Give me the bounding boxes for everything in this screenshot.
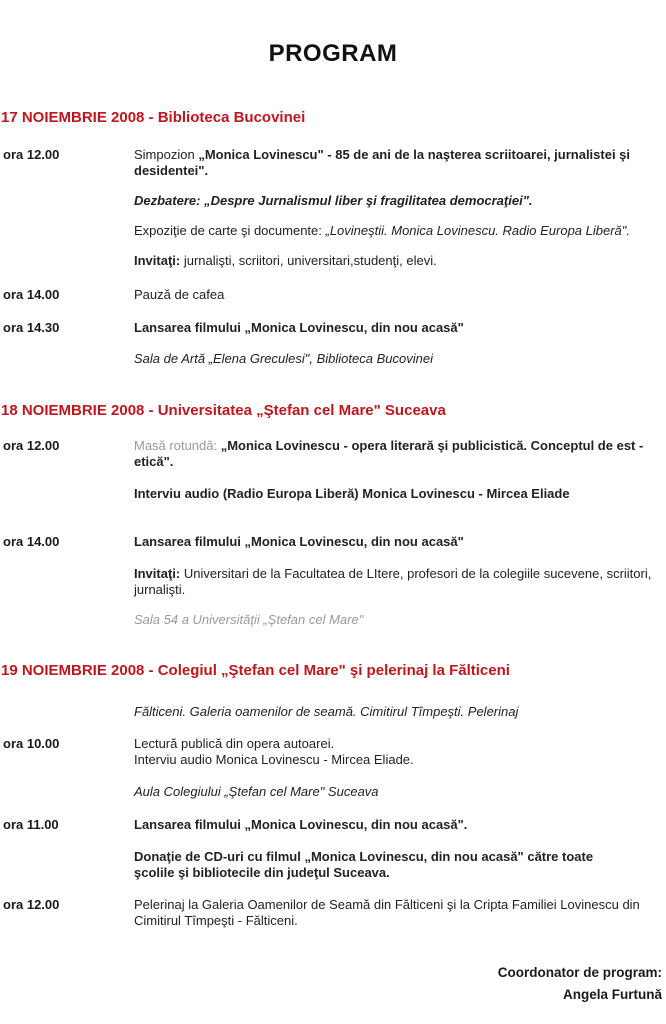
day1-time-1200: ora 12.00 (3, 147, 60, 162)
expozitie-title: „Lovineştii. Monica Lovinescu. Radio Europa Liberă". (325, 223, 631, 238)
day3-time-1100: ora 11.00 (3, 817, 59, 832)
day1-heading: 17 NOIEMBRIE 2008 - Biblioteca Bucovinei (1, 109, 306, 126)
coordinator-name: Angela Furtună (562, 987, 662, 1002)
invitati-text: Universitari de la Facultatea de LItere, profesori de la colegiile sucevene, scriitori, jurnalişti. (134, 566, 652, 597)
day3-time-1200: ora 12.00 (3, 897, 60, 912)
day2-film: Lansarea filmului „Monica Lovinescu, din nou acasă" (134, 534, 464, 549)
simpozion-label: Simpozion (134, 147, 199, 162)
invitati-label: Invitaţi: (134, 566, 181, 581)
day3-interviu: Interviu audio Monica Lovinescu - Mircea Eliade. (134, 752, 414, 767)
day3-film: Lansarea filmului „Monica Lovinescu, din nou acasă". (134, 817, 468, 832)
day3-lectura: Lectură publică din opera autoarei. (134, 736, 335, 751)
simpozion-title: „Monica Lovinescu" - 85 de ani de la naşterea scriitoarei, jurnalistei şi desidentei". (134, 147, 631, 178)
day1-dezbatere: Dezbatere: „Despre Jurnalismul liber şi fragilitatea democraţiei". (134, 193, 533, 208)
day1-invitati (134, 253, 664, 269)
expozitie-label: Expoziţie de carte şi documente: (134, 223, 326, 238)
masa-label: Masă rotundă: (134, 438, 221, 453)
day1-sala: Sala de Artă „Elena Greculesi", Biblioteca Bucovinei (134, 351, 433, 366)
page-title: PROGRAM (268, 40, 398, 67)
masa-title: „Monica Lovinescu - opera literară şi publicistică. Conceptul de est - etică". (134, 438, 644, 469)
day1-pauza: Pauză de cafea (134, 287, 225, 302)
invitati-label: Invitaţi: (134, 253, 181, 268)
invitati-text: jurnalişti, scriitori, universitari,studenţi, elevi. (180, 253, 437, 268)
day2-time-1200: ora 12.00 (3, 438, 60, 453)
day3-aula: Aula Colegiului „Ştefan cel Mare" Suceava (134, 784, 379, 799)
day2-masa-rotunda (134, 438, 664, 470)
day3-heading: 19 NOIEMBRIE 2008 - Colegiul „Ştefan cel Mare" şi pelerinaj la Fălticeni (1, 662, 510, 679)
day2-invitati (134, 566, 664, 598)
coordinator-label: Coordonator de program: (497, 965, 662, 980)
day3-falticeni: Fălticeni. Galeria oamenilor de seamă. Cimitirul Tîmpeşti. Pelerinaj (134, 704, 519, 719)
day1-time-1400: ora 14.00 (3, 287, 60, 302)
day2-sala: Sala 54 a Universităţii „Ştefan cel Mare" (134, 612, 364, 627)
day1-film: Lansarea filmului „Monica Lovinescu, din nou acasă" (134, 320, 464, 335)
day2-interviu: Interviu audio (Radio Europa Liberă) Monica Lovinescu - Mircea Eliade (134, 486, 570, 501)
day2-heading: 18 NOIEMBRIE 2008 - Universitatea „Ştefan cel Mare" Suceava (1, 402, 446, 419)
coordinator-block (498, 962, 662, 1006)
day2-time-1400: ora 14.00 (3, 534, 60, 549)
day1-simpozion (134, 147, 664, 179)
day3-donatie: Donaţie de CD-uri cu filmul „Monica Lovinescu, din nou acasă" către toate şcolile şi bibliotecile din judeţul Suceava. (134, 849, 594, 880)
day1-expozitie (134, 223, 664, 239)
day3-pelerinaj: Pelerinaj la Galeria Oamenilor de Seamă din Fălticeni şi la Cripta Familiei Lovinescu din Cimitirul Tîmpeşti - Fălticeni. (134, 897, 640, 928)
day3-time-1000: ora 10.00 (3, 736, 60, 751)
day1-time-1430: ora 14.30 (3, 320, 60, 335)
